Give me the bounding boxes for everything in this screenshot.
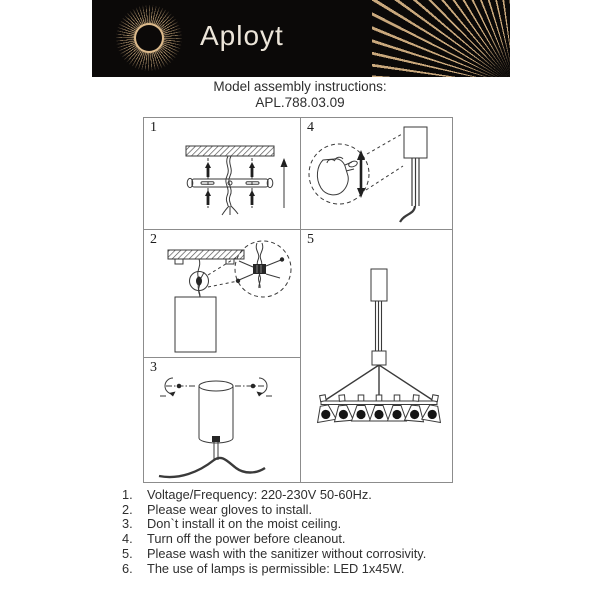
assembly-steps-grid [143,117,453,483]
instruction-text: Don`t install it on the moist ceiling. [147,516,342,532]
step-2-illustration-wire-connection [144,230,300,356]
step-1-number: 1 [150,120,157,135]
instruction-text: Turn off the power before cleanout. [147,531,346,547]
instruction-item [122,532,522,547]
ray-fan-decoration [372,0,510,77]
instruction-number: 4. [122,531,133,547]
step-5-number: 5 [307,232,314,247]
instruction-number: 1. [122,487,133,502]
step-4-illustration-height-adjust-hand [301,118,451,228]
instruction-item [122,517,522,532]
page-title: Model assembly instructions: [213,79,387,94]
starburst-core [136,25,162,51]
instruction-item [122,562,522,577]
step-2-number: 2 [150,232,157,247]
grid-left-column [144,118,301,482]
step-1-illustration-bracket-to-ceiling [144,118,300,228]
model-code: APL.788.03.09 [255,95,345,110]
instruction-text: Please wash with the sanitizer without corrosivity. [147,545,427,561]
step-4-number: 4 [307,120,314,135]
instruction-item [122,503,522,518]
brand-name: Aployt [200,20,284,51]
instruction-text: The use of lamps is permissible: LED 1x45W. [147,560,405,576]
grid-right-column [301,118,452,482]
step-3-panel [144,358,300,482]
step-5-illustration-assembled-chandelier [301,230,451,482]
step-1-panel [144,118,300,230]
step-2-panel [144,230,300,358]
step-3-illustration-canopy-screws [144,358,300,480]
instruction-text: Voltage/Frequency: 220-230V 50-60Hz. [147,487,372,502]
brand-banner [92,0,510,77]
step-4-panel [301,118,452,230]
instruction-item [122,488,522,503]
instruction-number: 6. [122,560,133,576]
step-3-number: 3 [150,360,157,375]
instruction-list [122,488,522,576]
instruction-number: 5. [122,545,133,561]
step-5-panel [301,230,452,482]
title-block [0,79,600,111]
instruction-number: 2. [122,501,133,517]
instruction-text: Please wear gloves to install. [147,501,313,517]
instruction-item [122,547,522,562]
instruction-number: 3. [122,516,133,532]
